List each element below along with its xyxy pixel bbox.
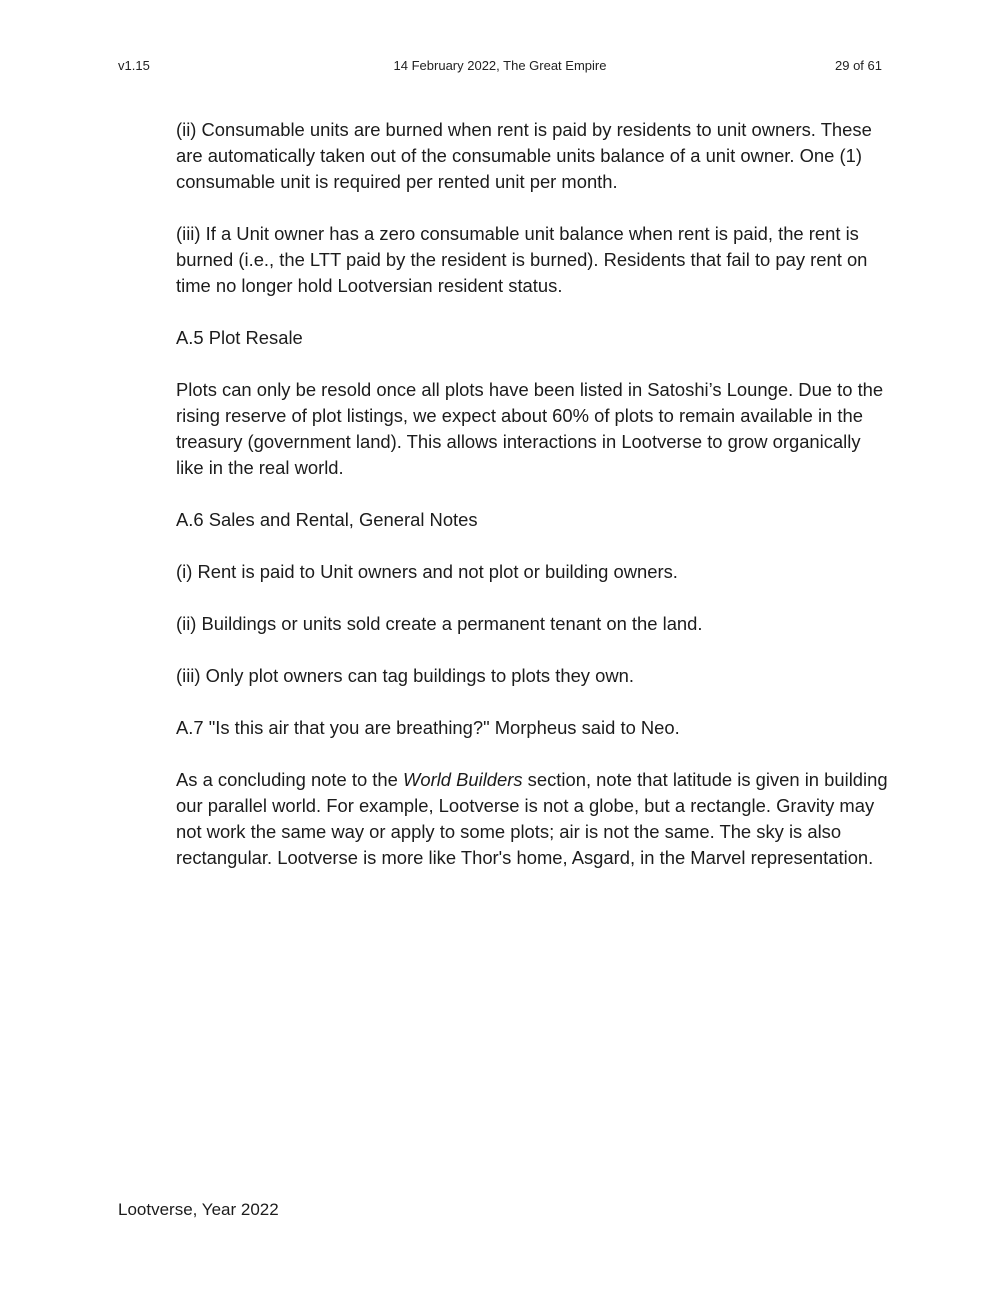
- paragraph-tag-buildings: (iii) Only plot owners can tag buildings to plots they own.: [176, 665, 634, 686]
- paragraph-plot-resale: Plots can only be resold once all plots have been listed in Satoshi’s Lounge. Due to the rising reserve of plot listings, we expect about 60% of plots to remain available in the treasury (government land). This allows interactions in Lootverse to grow organically like in the real world.: [176, 379, 884, 478]
- page-footer: Lootverse, Year 2022: [118, 1200, 279, 1219]
- section-heading-air: A.7 "Is this air that you are breathing?" Morpheus said to Neo.: [176, 717, 680, 738]
- concluding-text-end: section, note that latitude is given in building our parallel world. For example, Lootverse is not a globe, but a rectangle. Gravity may not work the same way or apply to some plots; air is not the same. The sky is also rectangular. Lootverse is more like Thor's home, Asgard, in the Marvel representation.: [176, 769, 888, 868]
- section-heading-sales-rental: A.6 Sales and Rental, General Notes: [176, 509, 478, 530]
- paragraph-consumable-burn: (ii) Consumable units are burned when rent is paid by residents to unit owners. These are automatically taken out of the consumable units balance of a unit owner. One (1) consumable unit is required per rented unit per month.: [176, 119, 872, 192]
- document-body: [176, 117, 888, 897]
- section-heading-plot-resale: A.5 Plot Resale: [176, 327, 303, 348]
- page-number: 29 of 61: [835, 58, 882, 73]
- page-header: [118, 58, 882, 78]
- paragraph-buildings-sold: (ii) Buildings or units sold create a permanent tenant on the land.: [176, 613, 703, 634]
- paragraph-rent-paid: (i) Rent is paid to Unit owners and not plot or building owners.: [176, 561, 678, 582]
- paragraph-concluding-note: [176, 767, 888, 871]
- version-label: v1.15: [118, 58, 150, 73]
- paragraph-zero-balance: (iii) If a Unit owner has a zero consumable unit balance when rent is paid, the rent is burned (i.e., the LTT paid by the resident is burned). Residents that fail to pay rent on time no longer hold Lootversian resident status.: [176, 223, 868, 296]
- header-date-title: 14 February 2022, The Great Empire: [393, 58, 607, 73]
- concluding-text-start: As a concluding note to the: [176, 769, 403, 790]
- concluding-text-emphasis: World Builders: [402, 769, 523, 790]
